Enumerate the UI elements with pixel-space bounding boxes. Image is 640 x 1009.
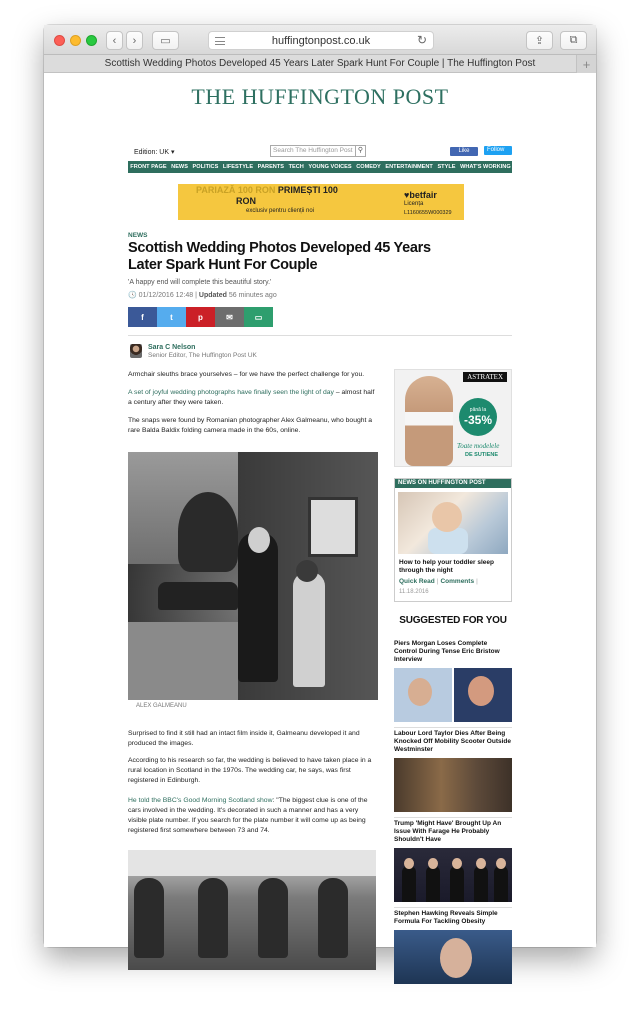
browser-toolbar bbox=[44, 25, 596, 55]
banner-ad[interactable] bbox=[178, 184, 464, 220]
image-person bbox=[494, 866, 508, 902]
nav-lifestyle[interactable]: LIFESTYLE bbox=[222, 164, 254, 170]
search-input[interactable] bbox=[270, 145, 366, 157]
comment-icon: ▭ bbox=[254, 312, 263, 322]
ad-tagline-2: DE SUTIENE bbox=[465, 452, 499, 458]
bbc-show-link[interactable]: He told the BBC's Good Morning Scotland show bbox=[128, 797, 273, 804]
author-role: Senior Editor, The Huffington Post UK bbox=[148, 352, 257, 359]
paragraph-1: Armchair sleuths brace yourselves – for we have the perfect challenge for you. bbox=[128, 371, 365, 378]
banner-ad-line3: exclusiv pentru clienții noi bbox=[246, 208, 315, 214]
suggested-heading: SUGGESTED FOR YOU bbox=[399, 615, 507, 626]
wedding-photo-2[interactable] bbox=[128, 850, 376, 970]
paragraph-6-rest: : "The biggest clue is one of the cars involved in the wedding. It's decorated in such a manner and has a very visible plate number. If you search for the plate number it will come up as being registered first somewhere between 73 and 74. bbox=[128, 797, 368, 834]
suggested-item[interactable] bbox=[394, 910, 512, 984]
forward-button[interactable] bbox=[126, 31, 143, 50]
photo-figure-2-head bbox=[296, 560, 318, 582]
divider bbox=[128, 335, 512, 336]
pinterest-icon: p bbox=[198, 312, 203, 322]
nav-young-voices[interactable]: YOUNG VOICES bbox=[308, 164, 352, 170]
discount-pretext: până la bbox=[469, 407, 487, 413]
image-person bbox=[450, 866, 464, 902]
quick-read-link[interactable]: Quick Read bbox=[399, 578, 435, 585]
image-person-head bbox=[428, 858, 438, 869]
twitter-icon: t bbox=[170, 312, 173, 322]
browser-window bbox=[44, 25, 596, 947]
article-datetime: 🕓 01/12/2016 12:48 | Updated 56 minutes ago bbox=[128, 292, 277, 299]
facebook-like-label: Like bbox=[458, 148, 470, 154]
ad-brand: ASTRATEX bbox=[463, 372, 507, 382]
wedding-photo-1[interactable] bbox=[128, 452, 376, 700]
published-date: 01/12/2016 12:48 bbox=[138, 292, 194, 299]
banner-ad-licence: Licența bbox=[404, 201, 424, 207]
nav-whats-working[interactable]: WHAT'S WORKING bbox=[460, 164, 511, 170]
image-person bbox=[402, 866, 416, 902]
banner-ad-line1a: PARIAZĂ 100 RON bbox=[196, 185, 276, 195]
image-person-head bbox=[404, 858, 414, 869]
share-pinterest-button[interactable] bbox=[186, 307, 215, 327]
chevron-right-icon: › bbox=[132, 34, 137, 47]
photo-credit: ALEX GALMEANU bbox=[136, 703, 187, 709]
discount-badge bbox=[459, 398, 497, 436]
nav-blogs[interactable]: BLOGS bbox=[515, 164, 536, 170]
image-face bbox=[440, 938, 472, 978]
suggested-item[interactable] bbox=[394, 820, 512, 908]
site-logo[interactable]: THE HUFFINGTON POST bbox=[191, 84, 449, 109]
suggested-item-image[interactable] bbox=[394, 758, 512, 812]
paragraph-4: Surprised to find it still had an intact film inside it, Galmeanu developed it and produced the images. bbox=[128, 730, 360, 747]
nav-parents[interactable]: PARENTS bbox=[257, 164, 284, 170]
nav-tech[interactable]: TECH bbox=[288, 164, 304, 170]
news-widget-date: 11.18.2016 bbox=[399, 589, 429, 595]
paragraph-5: According to his research so far, the wedding is believed to have taken place in a rural location in Scotland in the 1970s. The wedding car, he says, was first registered in Edinburgh. bbox=[128, 757, 372, 784]
suggested-item-title[interactable]: Trump 'Might Have' Brought Up An Issue With Farage He Probably Shouldn't Have bbox=[394, 820, 502, 843]
section-label[interactable]: NEWS bbox=[128, 232, 148, 239]
image-person bbox=[474, 866, 488, 902]
updated-ago: 56 minutes ago bbox=[228, 292, 277, 299]
nav-news[interactable]: NEWS bbox=[171, 164, 188, 170]
photo2-hedge-4 bbox=[318, 878, 348, 958]
address-bar[interactable] bbox=[208, 31, 434, 50]
search-icon[interactable]: ⚲ bbox=[355, 146, 365, 156]
photo-tree bbox=[178, 492, 238, 572]
banner-ad-brand: ♥betfair bbox=[404, 190, 437, 200]
nav-comedy[interactable]: COMEDY bbox=[356, 164, 381, 170]
photo2-hedge-2 bbox=[198, 878, 228, 958]
nav-front-page[interactable]: FRONT PAGE bbox=[130, 164, 167, 170]
close-window-button[interactable] bbox=[54, 35, 65, 46]
main-nav bbox=[128, 161, 536, 173]
back-button[interactable] bbox=[106, 31, 123, 50]
comments-link[interactable]: Comments bbox=[440, 578, 475, 585]
share-icon: ⇪ bbox=[534, 35, 545, 47]
clock-icon: 🕓 bbox=[128, 292, 137, 299]
article-subhead: 'A happy end will complete this beautiful story.' bbox=[128, 279, 272, 286]
twitter-follow-label: Follow bbox=[487, 147, 505, 153]
news-widget-header: NEWS ON HUFFINGTON POST bbox=[395, 479, 511, 488]
image-face-1 bbox=[408, 678, 432, 706]
search-placeholder: Search The Huffington Post bbox=[273, 147, 353, 154]
tabs-button[interactable] bbox=[560, 31, 587, 50]
photo-figure-2 bbox=[293, 572, 325, 687]
news-widget-title[interactable]: How to help your toddler sleep through the night bbox=[399, 559, 494, 574]
share-bar bbox=[128, 307, 273, 327]
share-comment-button[interactable] bbox=[244, 307, 273, 327]
share-twitter-button[interactable] bbox=[157, 307, 186, 327]
new-tab-button[interactable]: + bbox=[576, 55, 596, 73]
share-email-button[interactable] bbox=[215, 307, 244, 327]
photo2-hedge-1 bbox=[134, 878, 164, 958]
sidebar-ad[interactable] bbox=[394, 369, 512, 467]
facebook-icon: f bbox=[141, 312, 144, 322]
share-facebook-button[interactable] bbox=[128, 307, 157, 327]
suggested-divider bbox=[394, 907, 512, 908]
photo-figure-1 bbox=[238, 532, 278, 682]
photo-figure-1-head bbox=[248, 527, 270, 553]
suggested-divider bbox=[394, 727, 512, 728]
nav-entertainment[interactable]: ENTERTAINMENT bbox=[385, 164, 433, 170]
news-widget bbox=[394, 478, 512, 602]
reader-icon[interactable] bbox=[215, 37, 225, 45]
article-headline: Scottish Wedding Photos Developed 45 Years Later Spark Hunt For Couple bbox=[128, 240, 431, 273]
sidebar-icon: ▭ bbox=[160, 35, 171, 47]
chevron-left-icon: ‹ bbox=[112, 34, 117, 47]
image-person-head bbox=[496, 858, 506, 869]
suggested-item-image[interactable] bbox=[394, 848, 512, 902]
banner-ad-line2: RON bbox=[236, 196, 256, 206]
share-button[interactable] bbox=[526, 31, 553, 50]
suggested-divider bbox=[394, 817, 512, 818]
tabs-icon: ⧉ bbox=[569, 34, 578, 46]
banner-ad-line1b: PRIMEȘTI 100 bbox=[277, 185, 338, 195]
suggested-item-title[interactable]: Labour Lord Taylor Dies After Being Knocked Off Mobility Scooter Outside Westminster bbox=[394, 730, 512, 753]
image-person-head bbox=[452, 858, 462, 869]
updated-label: Updated bbox=[198, 292, 227, 299]
photo-window bbox=[308, 497, 358, 557]
tab-bar bbox=[44, 55, 596, 73]
suggested-item-image[interactable] bbox=[394, 930, 512, 984]
author-name[interactable]: Sara C Nelson bbox=[148, 344, 196, 351]
paragraph-2 bbox=[128, 388, 378, 408]
author-avatar[interactable] bbox=[130, 344, 142, 358]
suggested-item-image[interactable] bbox=[394, 668, 512, 722]
ad-tagline: Toate modelele bbox=[457, 442, 500, 450]
photo-car bbox=[158, 582, 238, 610]
address-text: huffingtonpost.co.uk bbox=[271, 34, 371, 47]
news-widget-links: Quick Read | Comments | bbox=[399, 578, 478, 585]
sidebar-toggle-button[interactable] bbox=[152, 31, 179, 50]
zoom-window-button[interactable] bbox=[86, 35, 97, 46]
photo-ground bbox=[128, 622, 238, 700]
photo2-hedge-3 bbox=[258, 878, 288, 958]
banner-ad-line1 bbox=[196, 185, 338, 195]
paragraph-6 bbox=[128, 796, 378, 836]
photo2-sky bbox=[128, 850, 376, 876]
suggested-item-title[interactable]: Stephen Hawking Reveals Simple Formula For Tackling Obesity bbox=[394, 910, 498, 925]
suggested-item[interactable] bbox=[394, 640, 512, 728]
paragraph-3: The snaps were found by Romanian photographer Alex Galmeanu, who bought a rare Balda Baldix folding camera made in the 60s, online. bbox=[128, 417, 373, 434]
light-of-day-link[interactable]: A set of joyful wedding photographs have finally seen the light of day bbox=[128, 389, 334, 396]
reload-icon[interactable]: ↻ bbox=[416, 33, 427, 47]
tab-title[interactable]: Scottish Wedding Photos Developed 45 Years Later Spark Hunt For Couple | The Huffington Post bbox=[104, 58, 536, 69]
ad-model bbox=[405, 376, 453, 466]
edition-selector[interactable]: Edition: UK ▾ bbox=[134, 149, 175, 156]
image-head bbox=[432, 502, 462, 532]
banner-ad-licence-number: L1160655W000329 bbox=[404, 210, 452, 216]
paragraph-2-rest: – almost half a century after they were taken. bbox=[128, 389, 375, 406]
email-icon: ✉ bbox=[226, 312, 233, 322]
image-person-head bbox=[476, 858, 486, 869]
image-person bbox=[426, 866, 440, 902]
facebook-like-button[interactable] bbox=[450, 147, 478, 156]
twitter-follow-button[interactable] bbox=[484, 146, 512, 155]
image-face-2 bbox=[468, 676, 494, 706]
nav-politics[interactable]: POLITICS bbox=[192, 164, 219, 170]
minimize-window-button[interactable] bbox=[70, 35, 81, 46]
suggested-item[interactable] bbox=[394, 730, 512, 818]
web-page bbox=[44, 74, 596, 947]
suggested-item-title[interactable]: Piers Morgan Loses Complete Control During Tense Eric Bristow Interview bbox=[394, 640, 500, 663]
news-widget-image[interactable] bbox=[398, 492, 508, 554]
discount-value: -35% bbox=[463, 413, 492, 427]
nav-style[interactable]: STYLE bbox=[437, 164, 456, 170]
